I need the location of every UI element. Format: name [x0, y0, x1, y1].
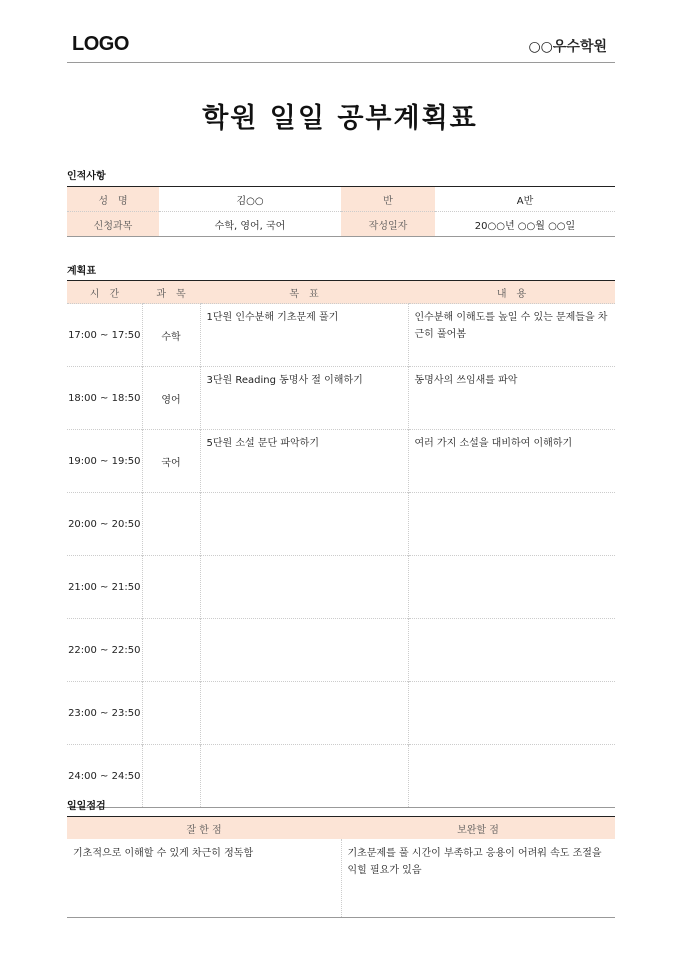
review-body-row: [67, 839, 615, 918]
date-label: 작성일자: [341, 212, 435, 237]
subject-cell[interactable]: 수학: [142, 304, 200, 367]
goal-cell[interactable]: 5단원 소설 문단 파악하기: [200, 430, 408, 493]
subject-cell[interactable]: 영어: [142, 367, 200, 430]
goal-cell[interactable]: [200, 556, 408, 619]
info-row: [67, 212, 615, 237]
time-cell: 19:00 ~ 19:50: [67, 430, 142, 493]
subject-cell[interactable]: [142, 745, 200, 808]
goal-cell[interactable]: [200, 619, 408, 682]
review-header-row: [67, 817, 615, 840]
date-value[interactable]: 20○○년 ○○월 ○○일: [435, 212, 615, 237]
page-title: 학원 일일 공부계획표: [202, 103, 478, 134]
goal-cell[interactable]: [200, 745, 408, 808]
table-row: [67, 367, 615, 430]
col-header-content: 내 용: [408, 281, 615, 304]
col-header-goal: 목 표: [200, 281, 408, 304]
content-cell[interactable]: 여러 가지 소설을 대비하여 이해하기: [408, 430, 615, 493]
goal-cell[interactable]: 3단원 Reading 동명사 절 이해하기: [200, 367, 408, 430]
name-value[interactable]: 김○○: [236, 195, 264, 207]
time-cell: 20:00 ~ 20:50: [67, 493, 142, 556]
class-label: 반: [341, 187, 435, 212]
time-cell: 21:00 ~ 21:50: [67, 556, 142, 619]
table-row: [67, 556, 615, 619]
table-row: [67, 745, 615, 808]
subject-cell[interactable]: [142, 556, 200, 619]
content-cell[interactable]: 인수분해 이해도를 높일 수 있는 문제들을 차근히 풀어봄: [408, 304, 615, 367]
subject-cell[interactable]: [142, 682, 200, 745]
plan-section-label: 계획표: [67, 266, 96, 277]
name-label: 성 명: [67, 187, 159, 212]
time-cell: 24:00 ~ 24:50: [67, 745, 142, 808]
table-row: [67, 682, 615, 745]
goal-cell[interactable]: 1단원 인수분해 기초문제 풀기: [200, 304, 408, 367]
good-points-header: 잘 한 점: [67, 817, 341, 840]
table-row: [67, 304, 615, 367]
goal-cell[interactable]: [200, 682, 408, 745]
plan-table: [67, 280, 615, 808]
subject-cell[interactable]: [142, 493, 200, 556]
table-row: [67, 430, 615, 493]
improve-points-header: 보완할 점: [341, 817, 615, 840]
table-row: [67, 619, 615, 682]
review-section-label: 일일점검: [67, 801, 106, 812]
content-cell[interactable]: [408, 682, 615, 745]
col-header-time: 시 간: [67, 281, 142, 304]
info-table: [67, 186, 615, 237]
content-cell[interactable]: [408, 493, 615, 556]
class-value[interactable]: A반: [516, 195, 534, 207]
plan-header-row: [67, 281, 615, 304]
good-points-text[interactable]: 기초적으로 이해할 수 있게 차근히 정독함: [67, 839, 341, 918]
content-cell[interactable]: [408, 619, 615, 682]
content-cell[interactable]: 동명사의 쓰임새를 파악: [408, 367, 615, 430]
info-row: [67, 187, 615, 212]
table-row: [67, 493, 615, 556]
subject-cell[interactable]: [142, 619, 200, 682]
subjects-value[interactable]: 수학, 영어, 국어: [159, 212, 341, 237]
info-section-label: 인적사항: [67, 171, 106, 182]
time-cell: 17:00 ~ 17:50: [67, 304, 142, 367]
content-cell[interactable]: [408, 745, 615, 808]
time-cell: 22:00 ~ 22:50: [67, 619, 142, 682]
header-divider: [67, 62, 615, 63]
subject-cell[interactable]: 국어: [142, 430, 200, 493]
subjects-label: 신청과목: [67, 212, 159, 237]
review-table: [67, 816, 615, 918]
logo: LOGO: [72, 33, 129, 55]
goal-cell[interactable]: [200, 493, 408, 556]
improve-points-text[interactable]: 기초문제를 풀 시간이 부족하고 응용이 어려워 속도 조절을 익힐 필요가 있음: [347, 848, 602, 876]
time-cell: 23:00 ~ 23:50: [67, 682, 142, 745]
academy-name: ○○우수학원: [528, 39, 607, 55]
time-cell: 18:00 ~ 18:50: [67, 367, 142, 430]
content-cell[interactable]: [408, 556, 615, 619]
col-header-subject: 과 목: [142, 281, 200, 304]
